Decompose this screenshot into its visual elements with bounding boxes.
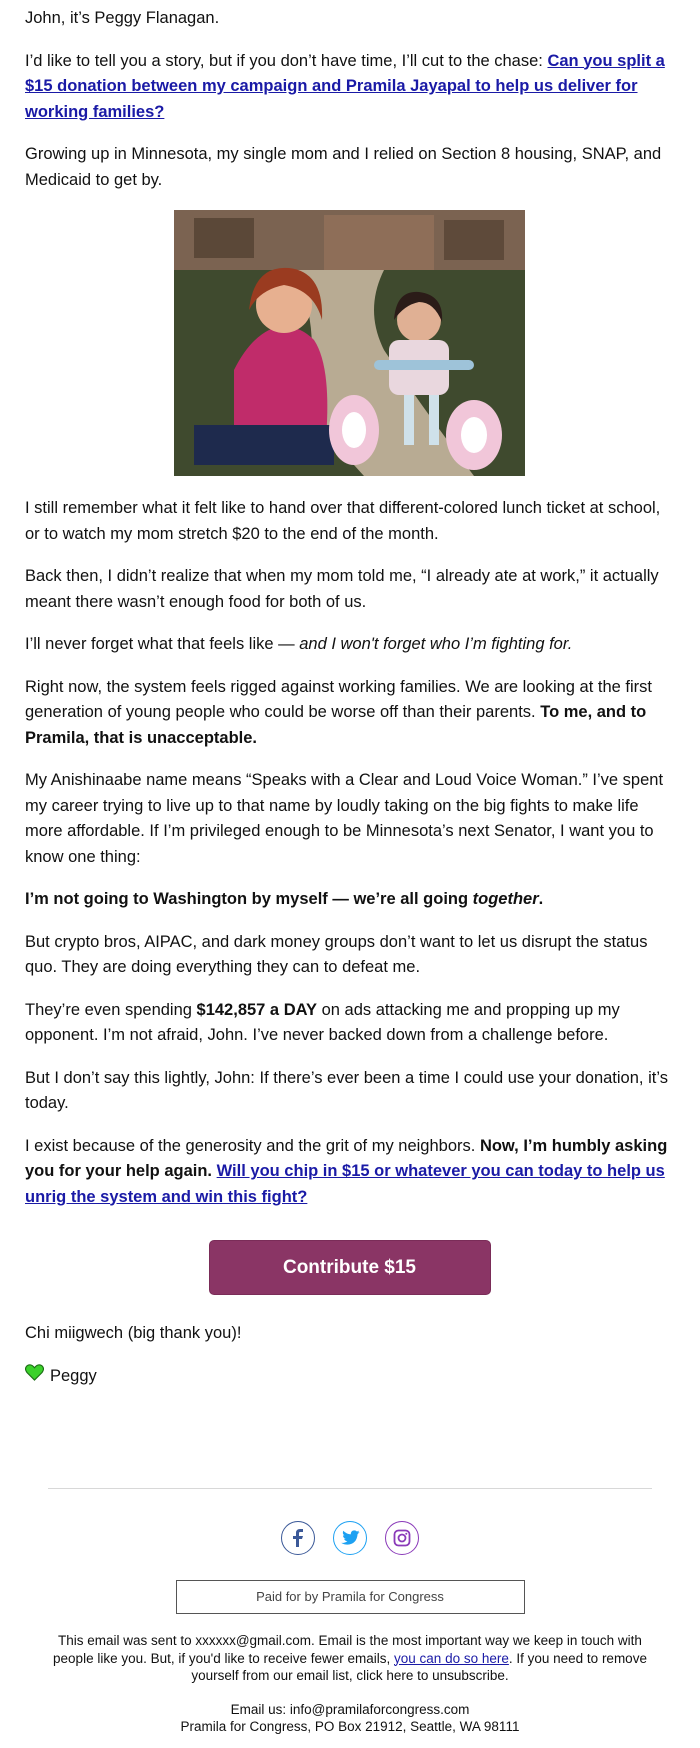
- legal-text-b: . If you need to remove yourself from our email list, click here to unsubscribe.: [191, 1650, 647, 1683]
- together-paragraph: [25, 887, 674, 913]
- twitter-icon[interactable]: [333, 1521, 367, 1555]
- social-links: [0, 1521, 700, 1555]
- together-end: .: [538, 890, 544, 908]
- footer-divider: [48, 1488, 652, 1489]
- cta-container: [25, 1240, 674, 1295]
- fighting-for-italic: and I won't forget who I’m fighting for.: [299, 635, 573, 653]
- email-line: Email us: info@pramilaforcongress.com: [230, 1701, 470, 1717]
- unacceptable-bold: To me, and to Pramila, that is unacceptable.: [25, 703, 647, 747]
- spending-text-b: on ads attacking me and propping up my opponent. I’m not afraid, John. I’ve never backed down from a challenge before.: [25, 1000, 620, 1044]
- ask-paragraph: [25, 1134, 674, 1211]
- legal-text-a: This email was sent to xxxxxx@gmail.com. Email is the most important way we keep in touch with people like you. But, if you'd like to receive fewer emails,: [53, 1633, 642, 1666]
- today-paragraph: But I don’t say this lightly, John: If there’s ever been a time I could use your donation, it’s today.: [25, 1068, 668, 1112]
- facebook-icon[interactable]: [281, 1521, 315, 1555]
- ask-bold: Now, I’m humbly asking you for your help again.: [25, 1136, 668, 1180]
- green-heart-icon: [25, 1364, 44, 1390]
- spending-text-a: They’re even spending: [25, 1000, 197, 1019]
- intro-text: I’d like to tell you a story, but if you don’t have time, I’ll cut to the chase:: [25, 51, 548, 70]
- spending-paragraph: [25, 998, 674, 1049]
- never-forget-text: I’ll never forget what that feels like —: [25, 635, 300, 653]
- signature: [25, 1364, 674, 1390]
- legal-text: [48, 1632, 652, 1685]
- greeting: John, it’s Peggy Flanagan.: [25, 9, 220, 27]
- spending-amount: $142,857 a DAY: [196, 1000, 318, 1019]
- contribute-button[interactable]: Contribute $15: [209, 1240, 491, 1295]
- lunch-ticket-paragraph: I still remember what it felt like to hand over that different-colored lunch ticket at school, or to watch my mom stretch $20 to the end of the month.: [25, 499, 661, 543]
- family-photo: [174, 210, 525, 476]
- ask-text: I exist because of the generosity and the grit of my neighbors.: [25, 1136, 480, 1155]
- anishinaabe-paragraph: My Anishinaabe name means “Speaks with a Clear and Loud Voice Woman.” I’ve spent my career trying to live up to that name by loudly taking on the big fights to make life more affordable. If I’m privileged enough to be Minnesota’s next Senator, I want you to know one thing:: [25, 771, 664, 866]
- crypto-paragraph: But crypto bros, AIPAC, and dark money groups don’t want to let us disrupt the status quo. They are doing everything they can to defeat me.: [25, 932, 648, 976]
- together-bold: [25, 890, 543, 908]
- chip-in-link[interactable]: Will you chip in $15 or whatever you can today to help us unrig the system and win this fight?: [25, 1162, 665, 1206]
- intro-paragraph: [25, 49, 674, 126]
- signature-name: Peggy: [50, 1366, 97, 1385]
- footer: [0, 1488, 700, 1736]
- address-line: Pramila for Congress, PO Box 21912, Seattle, WA 98111: [180, 1719, 520, 1734]
- paid-for-box: Paid for by Pramila for Congress: [176, 1580, 525, 1614]
- together-italic: together: [472, 890, 539, 908]
- system-rigged-text: Right now, the system feels rigged against working families. We are looking at the first generation of young people who could be worse off than their parents.: [25, 677, 652, 721]
- closing: Chi miigwech (big thank you)!: [25, 1324, 242, 1342]
- together-text: I’m not going to Washington by myself — we’re all going: [25, 890, 473, 908]
- contact-info: [0, 1701, 700, 1736]
- ate-at-work-paragraph: Back then, I didn’t realize that when my mom told me, “I already ate at work,” it actually meant there wasn’t enough food for both of us.: [25, 567, 659, 611]
- instagram-icon[interactable]: [385, 1521, 419, 1555]
- growing-up-paragraph: Growing up in Minnesota, my single mom and I relied on Section 8 housing, SNAP, and Medicaid to get by.: [25, 145, 662, 189]
- never-forget-paragraph: [25, 632, 674, 658]
- system-rigged-paragraph: [25, 675, 674, 752]
- fewer-emails-link[interactable]: you can do so here: [394, 1650, 509, 1666]
- donate-split-link[interactable]: Can you split a $15 donation between my campaign and Pramila Jayapal to help us deliver for working families?: [25, 51, 665, 121]
